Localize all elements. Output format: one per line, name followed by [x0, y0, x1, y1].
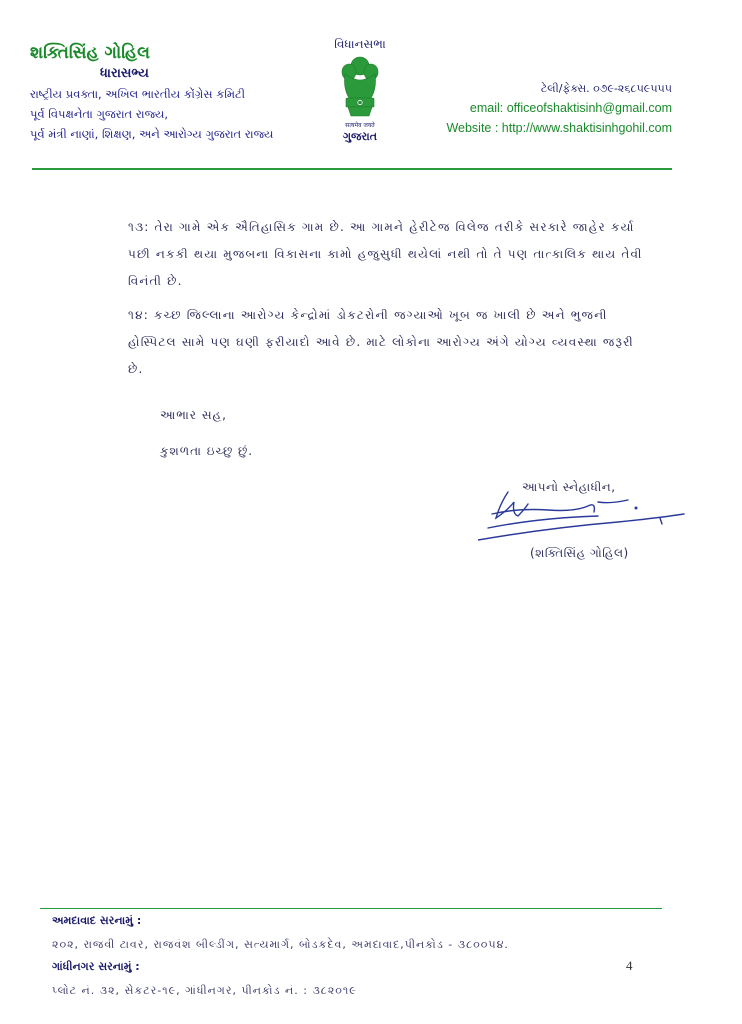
page-number: 4: [626, 958, 633, 973]
gandhinagar-address-heading: ગાંધીનગર સરનામું :: [52, 960, 140, 973]
ahmedabad-address-heading: અમદાવાદ સરનામું :: [52, 914, 142, 927]
closing-wishes: કુશળતા ઇચ્છુ છું.: [160, 444, 254, 458]
sender-designation: ધારાસભ્ય: [100, 66, 149, 81]
letterhead-left: [30, 42, 330, 144]
signature-mark: [478, 484, 688, 544]
footer-divider: [40, 908, 662, 909]
yours-sincerely: આપનો સ્નેહાધીન,: [522, 480, 616, 494]
phone-fax: ટેલી/ફેક્સ. ૦૭૯-૨૬૮૫૯૫૫૫: [540, 82, 672, 95]
sender-name: શક્તિસિંહ ગોહિલ: [30, 43, 150, 63]
paragraph-14: ૧૪: કચ્છ જિલ્લાના આરોગ્ય કેન્દ્રોમાં ડોકટરોની જગ્યાઓ ખૂબ જ ખાલી છે અને ભુજની હોસ્પિટલ સામે પણ ઘણી ફરીયાદો આવે છે. માટે લોકોના આરોગ્ય અંગે યોગ્ય વ્યવસ્થા જરૂરી છે.: [128, 308, 634, 376]
sender-title-line: રાષ્ટ્રીય પ્રવક્તા, અખિલ ભારતીય કોંગ્રેસ કમિટી: [30, 87, 246, 101]
emblem-motto: सत्यमेव जयते: [345, 122, 375, 129]
email-address[interactable]: email: officeofshaktisinh@gmail.com: [469, 101, 672, 115]
letterhead-divider: [32, 168, 672, 170]
signatory-name: (શક્તિસિંહ ગોહિલ): [530, 546, 629, 560]
website-link[interactable]: Website : http://www.shaktisinhgohil.com: [446, 121, 672, 135]
paragraph-13: ૧૩: તેરા ગામે એક ઐતિહાસિક ગામ છે. આ ગામને હેરીટેજ વિલેજ તરીકે સરકારે જાહેર કર્યા પછી નકકી થયા મુજબના વિકાસના કામો હજુસુધી થયેલાં નથી તો તે પણ તાત્કાલિક થાય તેવી વિનંતી છે.: [128, 220, 643, 288]
assembly-label: વિધાનસભા: [334, 37, 386, 51]
letterhead-contact: [372, 80, 672, 138]
gandhinagar-address: પ્લોટ નં. ૩૨, સેકટર-૧૯, ગાંધીનગર, પીનકોડ નં. : ૩૮૨૦૧૯: [52, 984, 357, 997]
state-label: ગુજરાત: [342, 130, 378, 143]
closing-thanks: આભાર સહ,: [160, 408, 227, 422]
sender-title-line: પૂર્વ મંત્રી નાણાં, શિક્ષણ, અને આરોગ્ય ગુજરાત રાજ્ય: [30, 127, 274, 141]
sender-title-line: પૂર્વ વિપક્ષનેતા ગુજરાત રાજ્ય,: [30, 107, 169, 121]
ahmedabad-address: ૨૦૨, રાજવી ટાવર, રાજવંશ બીલ્ડીંગ, સત્યમાર્ગ, બોડકદેવ, અમદાવાદ,પીનકોડ - ૩૮૦૦૫૪.: [52, 938, 509, 951]
